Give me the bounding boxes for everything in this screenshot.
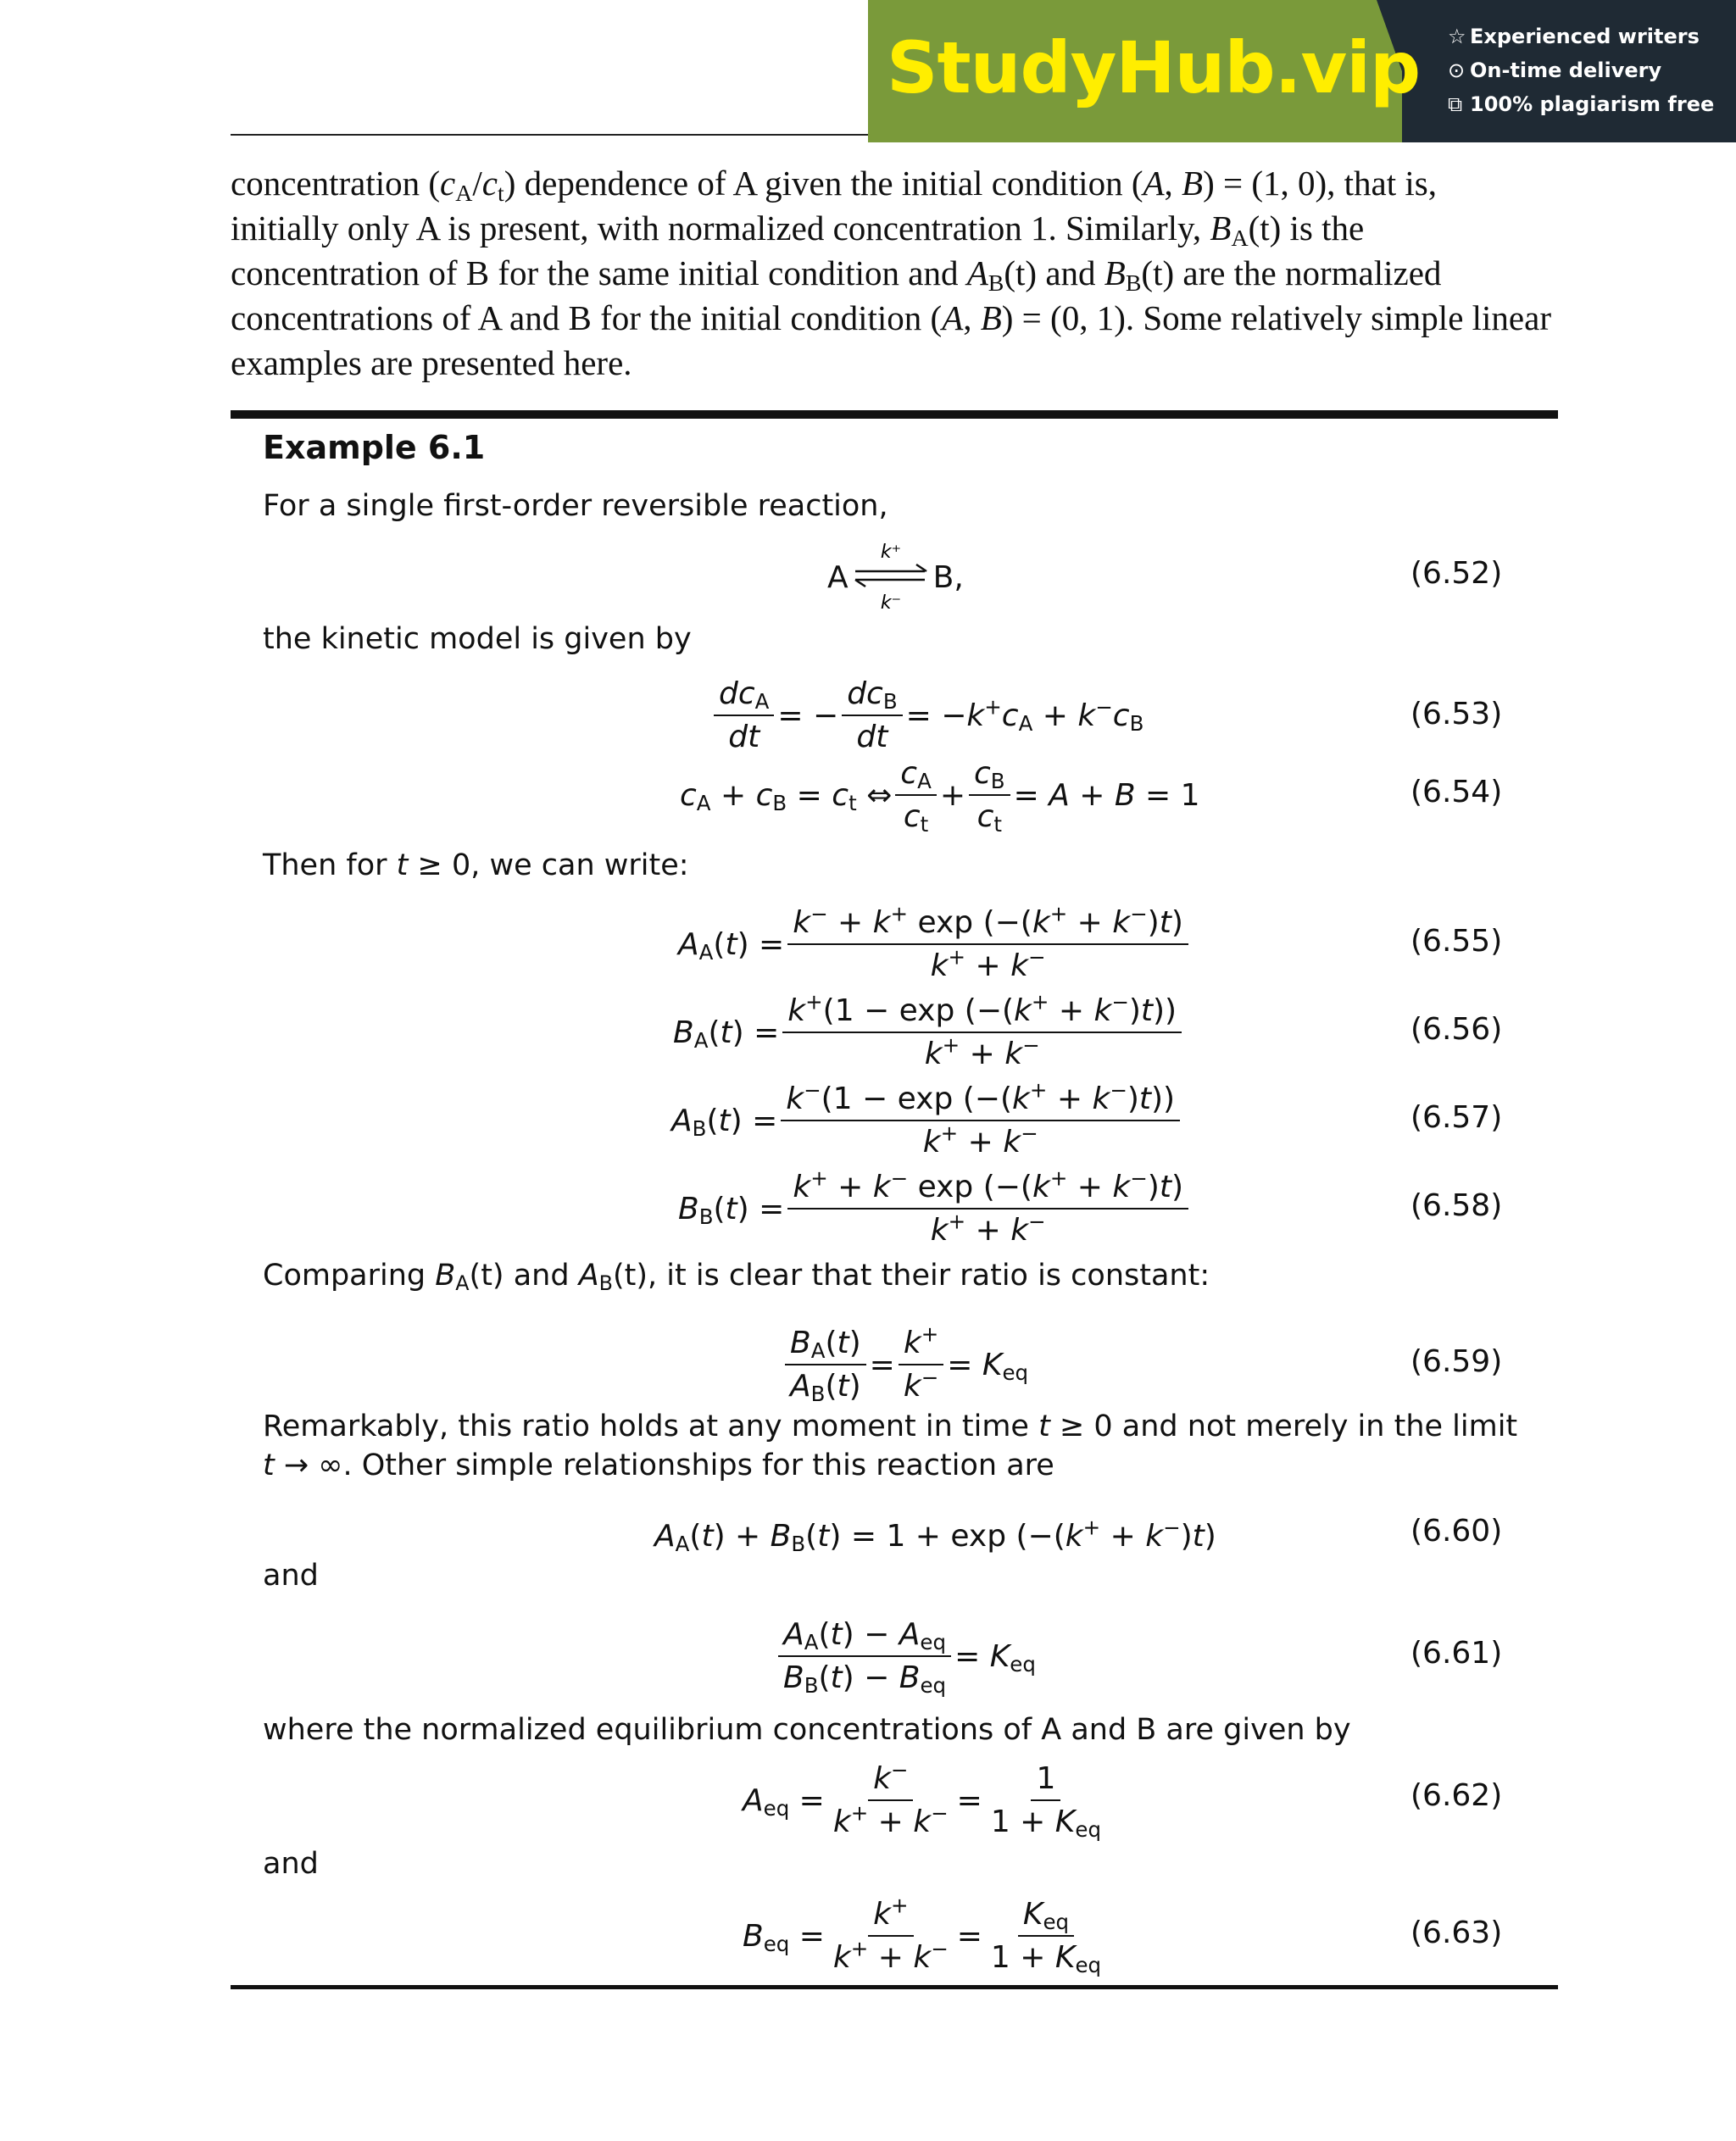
- equation-6-59: $\frac{B_A(t)}{A_B(t)}$ = $\frac{k^+}{k^-}$ = $K_{eq}$: [782, 1322, 1028, 1407]
- studyhub-banner[interactable]: [868, 0, 1736, 142]
- example-title: Example 6.1: [263, 429, 486, 466]
- equation-6-60: $A_A(t) + B_B(t) = 1 + \exp (-(k^+ + k^-)t)$: [654, 1515, 1216, 1556]
- feature-label: On-time delivery: [1470, 58, 1662, 82]
- feature-label: Experienced writers: [1470, 25, 1700, 48]
- copy-icon: ⧉: [1448, 92, 1463, 116]
- equation-number: (6.59): [1410, 1344, 1503, 1379]
- equation-number: (6.54): [1410, 775, 1503, 809]
- header-rule: [231, 134, 868, 136]
- example-text: and: [263, 1847, 319, 1881]
- equation-number: (6.57): [1410, 1100, 1503, 1135]
- intro-line: examples are presented here.: [231, 343, 632, 382]
- equation-number: (6.60): [1410, 1514, 1503, 1549]
- svg-text:k⁺: k⁺: [880, 542, 901, 563]
- intro-line: initially only A is present, with normalized concentration 1. Similarly, $B_A(t)$ is the: [231, 209, 1365, 252]
- feature-on-time-delivery: [1448, 58, 1728, 83]
- equation-6-61: $\frac{A_A(t) - A_{eq}}{B_B(t) - B_{eq}}$ = $K_{eq}$: [775, 1614, 1036, 1699]
- example-text: Then for t ≥ 0, we can write:: [263, 848, 689, 882]
- example-text: Remarkably, this ratio holds at any moment in time t ≥ 0 and not merely in the limit t → ∞. Other simple relationships for this reaction are: [263, 1410, 1518, 1482]
- intro-line: concentration $(c_A/c_t)$ dependence of A given the initial condition (A, B) = (1, 0), that is,: [231, 164, 1437, 207]
- example-text: For a single first-order reversible reaction,: [263, 489, 888, 523]
- intro-line: concentrations of A and B for the initial condition (A, B) = (0, 1). Some relatively simple linear: [231, 298, 1551, 337]
- equation-number: (6.55): [1410, 924, 1503, 959]
- equation-number: (6.63): [1410, 1916, 1503, 1950]
- example-box-bottom-rule: [231, 1985, 1558, 1989]
- equation-6-53: $\frac{dc_A}{dt}$ = − $\frac{dc_B}{dt}$ = $-k^+c_A + k^-c_B$: [710, 676, 1143, 754]
- equation-6-63: $B_{eq}$ = $\frac{k^+}{k^+ + k^-}$ = $\frac{K_{eq}}{1 + K_{eq}}$: [743, 1893, 1102, 1978]
- reversible-arrow-icon: [849, 539, 933, 615]
- equation-number: (6.58): [1410, 1188, 1503, 1223]
- example-text: the kinetic model is given by: [263, 622, 692, 656]
- example-box-top-rule: [231, 410, 1558, 419]
- feature-experienced-writers: [1448, 24, 1728, 49]
- clock-icon: ⊙: [1448, 58, 1466, 82]
- equation-6-52: A k⁺ k⁻ B,: [827, 539, 964, 615]
- example-text: and: [263, 1559, 319, 1593]
- equation-number: (6.52): [1410, 556, 1503, 591]
- feature-label: 100% plagiarism free: [1470, 92, 1715, 116]
- svg-text:k⁻: k⁻: [880, 592, 901, 614]
- star-icon: ☆: [1448, 25, 1466, 48]
- equation-number: (6.53): [1410, 697, 1503, 731]
- equation-6-62: $A_{eq}$ = $\frac{k^-}{k^+ + k^-}$ = $\frac{1}{1 + K_{eq}}$: [743, 1757, 1101, 1843]
- equation-6-55: $A_A(t)$ = $\frac{k^- + k^+ \exp (-(k^+ + k^-)t)}{k^+ + k^-}$: [678, 904, 1192, 985]
- equation-number: (6.56): [1410, 1012, 1503, 1047]
- intro-paragraph: [231, 161, 1558, 386]
- brand-logo[interactable]: StudyHub.vip: [887, 26, 1421, 109]
- equation-6-56: $B_A(t)$ = $\frac{k^+(1 - \exp (-(k^+ + k^-)t))}{k^+ + k^-}$: [673, 992, 1185, 1073]
- equation-6-54: $c_A + c_B = c_t$ ⇔ $\frac{c_A}{c_t}$ + $\frac{c_B}{c_t}$ = A + B = 1: [680, 756, 1200, 837]
- intro-line: concentration of B for the same initial condition and $A_B(t)$ and $B_B(t)$ are the normalized: [231, 253, 1442, 297]
- feature-plagiarism-free: [1448, 92, 1728, 117]
- equation-6-57: $A_B(t)$ = $\frac{k^-(1 - \exp (-(k^+ + k^-)t))}{k^+ + k^-}$: [671, 1080, 1183, 1161]
- equation-6-58: $B_B(t)$ = $\frac{k^+ + k^- \exp (-(k^+ + k^-)t)}{k^+ + k^-}$: [678, 1168, 1192, 1249]
- example-text: where the normalized equilibrium concentrations of A and B are given by: [263, 1713, 1351, 1747]
- equation-number: (6.62): [1410, 1778, 1503, 1813]
- example-text: Comparing $B_A(t)$ and $A_B(t)$, it is clear that their ratio is constant:: [263, 1259, 1210, 1295]
- equation-number: (6.61): [1410, 1636, 1503, 1671]
